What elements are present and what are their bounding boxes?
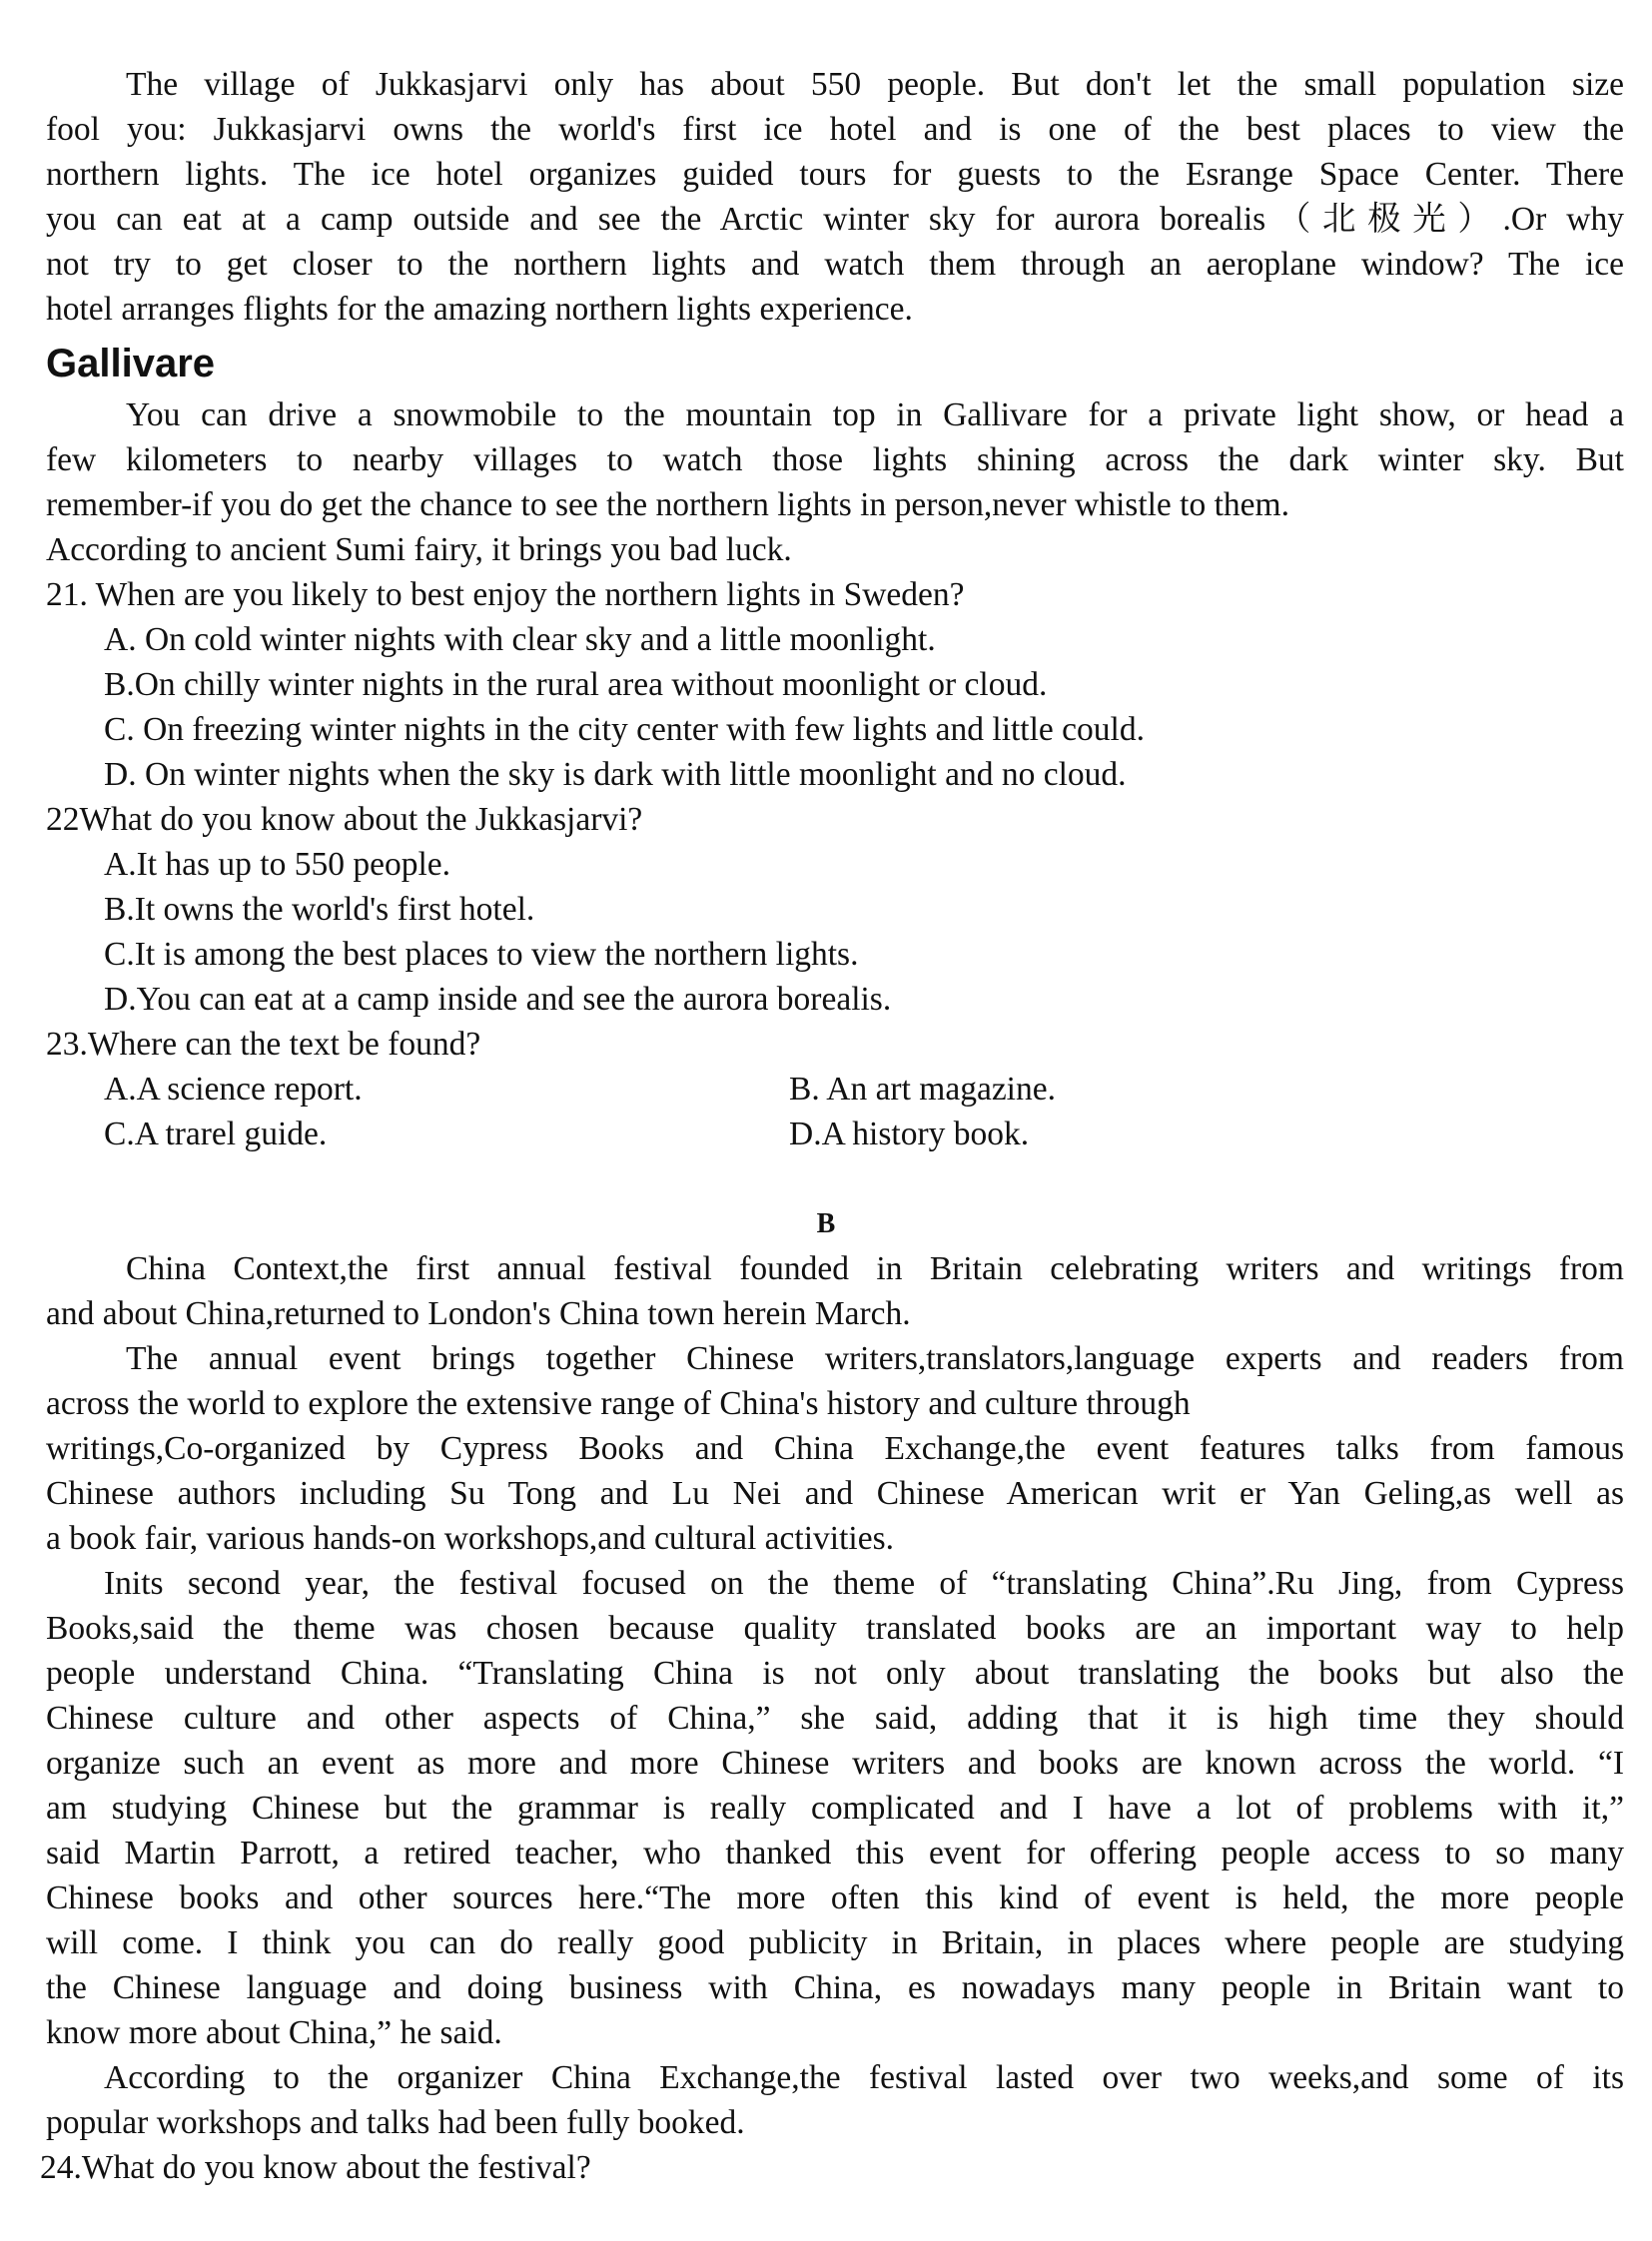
passage-b-line: the Chinese language and doing business with China, es nowadays many people in Britain want to (46, 1969, 1624, 2006)
answer-option: D. On winter nights when the sky is dark with little moonlight and no cloud. (104, 756, 1127, 793)
passage-b-line: Chinese culture and other aspects of China,” she said, adding that it is high time they should (46, 1700, 1624, 1737)
section-label-b: B (816, 1208, 836, 1239)
passage-b-line: know more about China,” he said. (46, 2014, 502, 2051)
passage-a-line: northern lights. The ice hotel organizes guided tours for guests to the Esrange Space Center. There (46, 156, 1624, 193)
passage-b-line: China Context,the first annual festival founded in Britain celebrating writers and writings from (126, 1250, 1624, 1287)
answer-option: D.A history book. (789, 1116, 1030, 1152)
answer-option: B.It owns the world's first hotel. (104, 891, 535, 928)
question-stem: 23.Where can the text be found? (46, 1026, 481, 1063)
passage-b-line: Chinese authors including Su Tong and Lu Nei and Chinese American writ er Yan Geling,as well as (46, 1475, 1624, 1512)
answer-option: C.It is among the best places to view the northern lights. (104, 936, 859, 973)
gallivare-line: few kilometers to nearby villages to watch those lights shining across the dark winter sky. But (46, 441, 1624, 478)
passage-b-line: Inits second year, the festival focused on the theme of “translating China”.Ru Jing, from Cypress (104, 1565, 1624, 1602)
passage-b-line: a book fair, various hands-on workshops,and cultural activities. (46, 1520, 894, 1557)
passage-b-line: Books,said the theme was chosen because quality translated books are an important way to help (46, 1610, 1624, 1647)
passage-b-line: across the world to explore the extensive range of China's history and culture through (46, 1385, 1191, 1422)
passage-b-line: people understand China. “Translating China is not only about translating the books but also the (46, 1655, 1624, 1692)
passage-a-line: not try to get closer to the northern lights and watch them through an aeroplane window? The ice (46, 246, 1624, 283)
passage-b-line: will come. I think you can do really good publicity in Britain, in places where people are studying (46, 1924, 1624, 1961)
answer-option: C.A trarel guide. (104, 1116, 328, 1152)
section-heading-gallivare: Gallivare (46, 342, 216, 385)
passage-b-line: The annual event brings together Chinese writers,translators,language experts and readers from (126, 1340, 1624, 1377)
gallivare-line: remember-if you do get the chance to see the northern lights in person,never whistle to them. (46, 486, 1289, 523)
passage-a-line: fool you: Jukkasjarvi owns the world's first ice hotel and is one of the best places to view the (46, 111, 1624, 148)
passage-a-line: hotel arranges flights for the amazing northern lights experience. (46, 291, 913, 328)
passage-b-line: organize such an event as more and more Chinese writers and books are known across the world. “I (46, 1745, 1624, 1782)
answer-option: A.It has up to 550 people. (104, 846, 451, 883)
passage-a-line: you can eat at a camp outside and see the Arctic winter sky for aurora borealis（北极光）.Or why (46, 201, 1624, 238)
answer-option: B. An art magazine. (789, 1071, 1056, 1108)
passage-a-line: The village of Jukkasjarvi only has about 550 people. But don't let the small population size (126, 66, 1624, 103)
passage-b-line: popular workshops and talks had been fully booked. (46, 2104, 745, 2141)
answer-option: D.You can eat at a camp inside and see the aurora borealis. (104, 981, 892, 1018)
passage-b-line: Chinese books and other sources here.“The more often this kind of event is held, the more people (46, 1879, 1624, 1916)
answer-option: A.A science report. (104, 1071, 363, 1108)
passage-b-line: and about China,returned to London's China town herein March. (46, 1295, 911, 1332)
answer-option: C. On freezing winter nights in the city center with few lights and little could. (104, 711, 1145, 748)
answer-option: B.On chilly winter nights in the rural area without moonlight or cloud. (104, 666, 1048, 703)
question-stem: 24.What do you know about the festival? (40, 2149, 591, 2186)
gallivare-line: You can drive a snowmobile to the mountain top in Gallivare for a private light show, or head a (126, 396, 1624, 433)
passage-b-line: am studying Chinese but the grammar is really complicated and I have a lot of problems with it,” (46, 1790, 1624, 1827)
answer-option: A. On cold winter nights with clear sky and a little moonlight. (104, 621, 936, 658)
gallivare-line: According to ancient Sumi fairy, it brings you bad luck. (46, 531, 792, 568)
question-stem: 22What do you know about the Jukkasjarvi? (46, 801, 643, 838)
question-stem: 21. When are you likely to best enjoy the northern lights in Sweden? (46, 576, 965, 613)
passage-b-line: According to the organizer China Exchange,the festival lasted over two weeks,and some of its (104, 2059, 1624, 2096)
passage-b-line: said Martin Parrott, a retired teacher, who thanked this event for offering people access to so many (46, 1835, 1624, 1871)
passage-b-line: writings,Co-organized by Cypress Books and China Exchange,the event features talks from famous (46, 1430, 1624, 1467)
